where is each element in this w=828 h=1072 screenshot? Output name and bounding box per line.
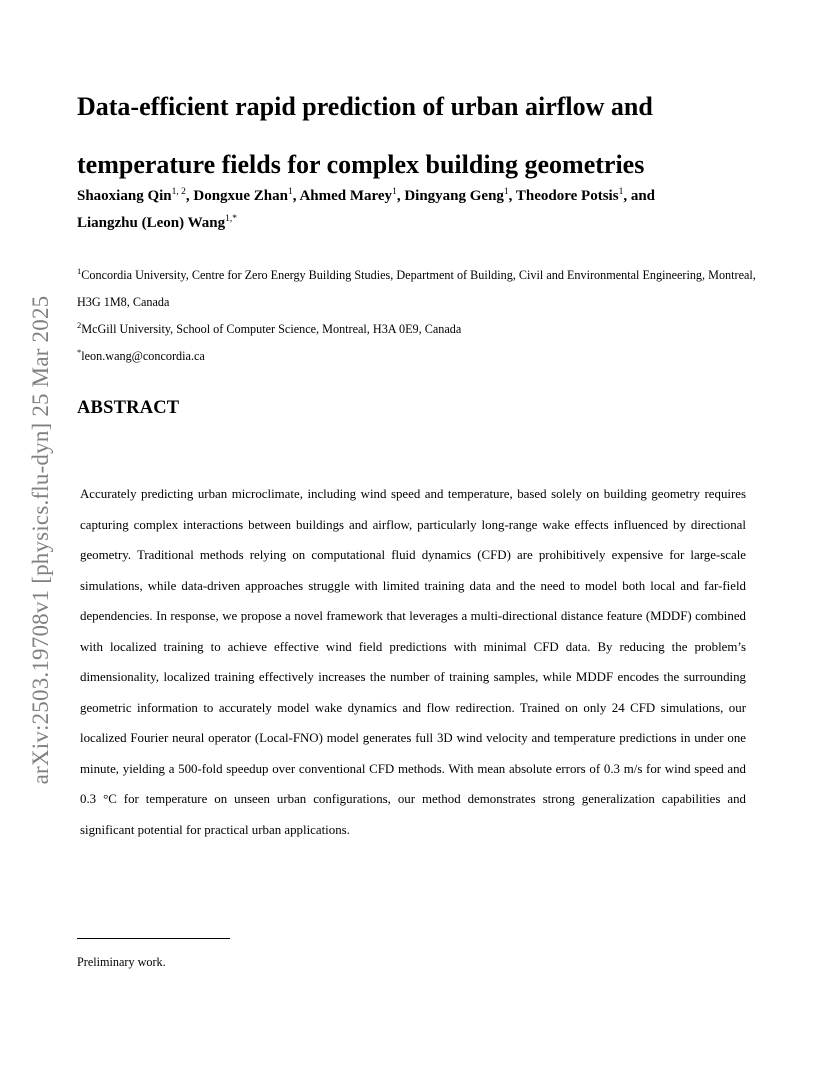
affiliation-mark: *: [77, 347, 82, 357]
affiliation: [77, 262, 767, 316]
author-separator: ,: [396, 188, 405, 204]
author-name: Theodore Potsis: [515, 188, 619, 204]
author-name: Ahmed Marey: [299, 188, 393, 204]
title-line-1: Data-efficient rapid prediction of urban airflow and: [77, 92, 653, 121]
abstract-heading: ABSTRACT: [77, 398, 180, 418]
corresponding-email: [77, 343, 767, 370]
author-affiliation-mark: 1, 2: [171, 187, 186, 197]
title-line-2: temperature fields for complex building geometries: [77, 150, 645, 179]
author-separator: ,: [185, 188, 194, 204]
email-text: leon.wang@concordia.ca: [81, 349, 205, 363]
affiliation-mark: 2: [77, 320, 82, 330]
footnote: Preliminary work.: [77, 955, 166, 969]
author-separator: , and: [623, 188, 655, 204]
footnote-rule: [77, 938, 230, 939]
author: [299, 188, 396, 204]
author-separator: ,: [292, 188, 300, 204]
author: [193, 188, 292, 204]
author-affiliation-mark: 1,*: [225, 214, 237, 224]
author: [404, 188, 508, 204]
author: [77, 215, 237, 231]
author-name: Dongxue Zhan: [193, 188, 288, 204]
paper-title: [77, 78, 757, 194]
author-affiliation-mark: 1: [618, 187, 624, 197]
author-name: Liangzhu (Leon) Wang: [77, 215, 226, 231]
affiliation-mark: 1: [77, 266, 82, 276]
author-name: Dingyang Geng: [404, 188, 504, 204]
affiliation: [77, 316, 767, 343]
author: [516, 188, 623, 204]
author: [77, 188, 186, 204]
author-affiliation-mark: 1: [392, 187, 397, 197]
author-name: Shaoxiang Qin: [77, 188, 172, 204]
author-list: [77, 183, 757, 237]
author-affiliation-mark: 1: [288, 187, 293, 197]
affiliation-list: [77, 262, 767, 370]
affiliation-text: McGill University, School of Computer Science, Montreal, H3A 0E9, Canada: [81, 322, 462, 336]
affiliation-text: Concordia University, Centre for Zero Energy Building Studies, Department of Building, Civil and Environmental Engineering, Montreal, H3G 1M8, Canada: [77, 268, 756, 309]
arxiv-side-stamp: [24, 250, 58, 830]
author-separator: ,: [508, 188, 516, 204]
arxiv-identifier: arXiv:2503.19708v1 [physics.flu-dyn] 25 Mar 2025: [28, 295, 53, 785]
author-affiliation-mark: 1: [503, 187, 509, 197]
abstract-body: Accurately predicting urban microclimate, including wind speed and temperature, based solely on building geometry requires capturing complex interactions between buildings and airflow, particularly long-range wake effects influenced by directional geometry. Traditional methods relying on computational fluid dynamics (CFD) are prohibitively expensive for large-scale simulations, while data-driven approaches struggle with limited training data and the need to model both local and far-field dependencies. In response, we propose a novel framework that leverages a multi-directional distance feature (MDDF) combined with localized training to achieve effective wind field predictions with minimal CFD data. By reducing the problem’s dimensionality, localized training effectively increases the number of training samples, while MDDF encodes the surrounding geometric information to accurately model wake dynamics and flow redirection. Trained on only 24 CFD simulations, our localized Fourier neural operator (Local-FNO) model generates full 3D wind velocity and temperature predictions in under one minute, yielding a 500-fold speedup over conventional CFD methods. With mean absolute errors of 0.3 m/s for wind speed and 0.3 °C for temperature on unseen urban configurations, our method demonstrates strong generalization capabilities and significant potential for practical urban applications.: [80, 487, 746, 837]
